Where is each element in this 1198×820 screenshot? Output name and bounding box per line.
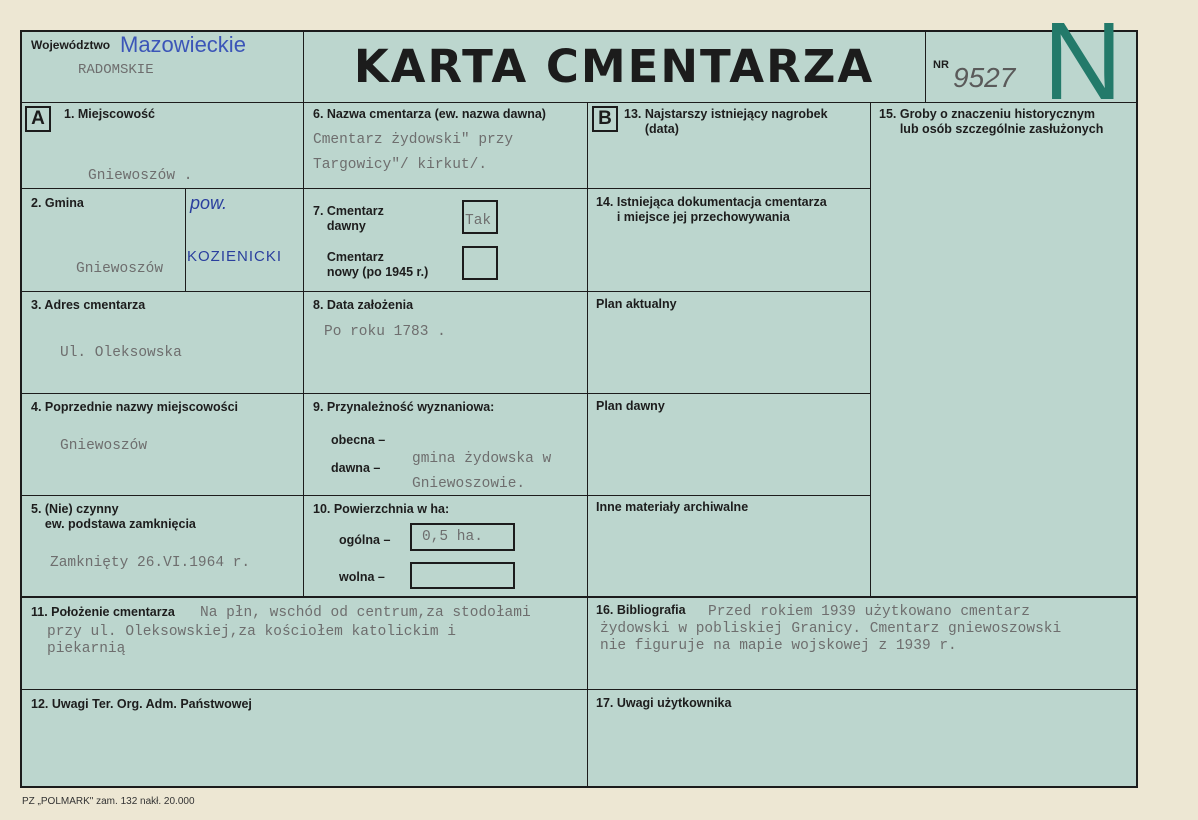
field-2-divider: [185, 188, 186, 291]
field-17-label: 17. Uwagi użytkownika: [596, 696, 732, 710]
field-4-label: 4. Poprzednie nazwy miejscowości: [31, 400, 239, 414]
nr-label: NR: [933, 59, 949, 71]
field-9-dawna-label: dawna –: [331, 461, 381, 475]
field-7-dawny-label: 7. Cmentarz dawny: [313, 204, 384, 233]
field-8-label: 8. Data założenia: [313, 298, 414, 312]
field-6-label: 6. Nazwa cmentarza (ew. nazwa dawna): [313, 107, 546, 121]
field-3-value: Ul. Oleksowska: [60, 345, 182, 361]
field-16-label: 16. Bibliografia: [596, 603, 686, 617]
field-14-label: 14. Istniejąca dokumentacja cmentarza i miejsce jej przechowywania: [596, 195, 827, 224]
wojewodztwo-label: Województwo: [31, 38, 111, 52]
field-5-label: 5. (Nie) czynny ew. podstawa zamknięcia: [31, 502, 196, 531]
field-12-label: 12. Uwagi Ter. Org. Adm. Państwowej: [31, 697, 252, 711]
field-16-value: żydowski w pobliskiej Granicy. Cmentarz gniewoszowski nie figuruje na mapie wojskowej z 1939 r.: [600, 621, 1062, 654]
section-a-marker: A: [25, 106, 51, 132]
printer-imprint: PZ „POLMARK" zam. 132 nakł. 20.000: [22, 796, 195, 807]
field-1-value: Gniewoszów .: [88, 168, 193, 184]
field-11-value: przy ul. Oleksowskiej,za kościołem katolickim i piekarnią: [47, 624, 456, 657]
field-16-value-first-line: Przed rokiem 1939 użytkowano cmentarz: [708, 604, 1030, 620]
nr-value: 9527: [953, 62, 1016, 93]
section-b-marker: B: [592, 106, 618, 132]
plan-dawny-label: Plan dawny: [596, 399, 665, 413]
card-title: KARTA CMENTARZA: [353, 40, 875, 93]
field-2-handwritten-powiat: KOZIENICKI: [187, 248, 283, 265]
field-9-value: gmina żydowska w Gniewoszowie.: [412, 451, 552, 492]
field-2-handwritten-pow: pow.: [190, 193, 228, 213]
field-7-dawny-value: Tak: [465, 213, 492, 229]
field-10-label: 10. Powierzchnia w ha:: [313, 502, 450, 516]
field-7-nowy-checkbox[interactable]: [462, 246, 498, 280]
field-7-nowy-label: Cmentarz nowy (po 1945 r.): [326, 250, 429, 279]
field-5-value: Zamknięty 26.VI.1964 r.: [50, 555, 251, 571]
plan-aktualny-label: Plan aktualny: [596, 297, 677, 311]
field-3-label: 3. Adres cmentarza: [31, 298, 146, 312]
field-10-ogolna-value: 0,5 ha.: [422, 529, 483, 545]
field-11-label: 11. Położenie cmentarza: [31, 605, 175, 619]
field-15-label: 15. Groby o znaczeniu historycznym lub osób szczególnie zasłużonych: [879, 107, 1104, 136]
field-13-label: 13. Najstarszy istniejący nagrobek (data): [624, 107, 828, 136]
field-9-obecna-label: obecna –: [331, 433, 386, 447]
radomskie-stamp: RADOMSKIE: [78, 62, 154, 78]
category-letter-stamp: N: [1043, 0, 1123, 123]
field-11-value-first-line: Na płn, wschód od centrum,za stodołami: [200, 605, 531, 621]
field-1-label: 1. Miejscowość: [64, 107, 156, 121]
field-4-value: Gniewoszów: [60, 438, 148, 454]
field-2-label: 2. Gmina: [31, 196, 84, 210]
field-6-value: Cmentarz żydowski" przy Targowicy"/ kirkut/.: [313, 132, 514, 173]
field-2-value: Gniewoszów: [76, 261, 164, 277]
field-9-label: 9. Przynależność wyznaniowa:: [313, 400, 495, 414]
field-10-ogolna-label: ogólna –: [339, 533, 391, 547]
wojewodztwo-stamp: Mazowieckie: [120, 32, 246, 57]
field-8-value: Po roku 1783 .: [324, 324, 446, 340]
field-10-wolna-box[interactable]: [410, 562, 515, 589]
inne-materialy-label: Inne materiały archiwalne: [596, 500, 749, 514]
field-10-wolna-label: wolna –: [339, 570, 385, 584]
